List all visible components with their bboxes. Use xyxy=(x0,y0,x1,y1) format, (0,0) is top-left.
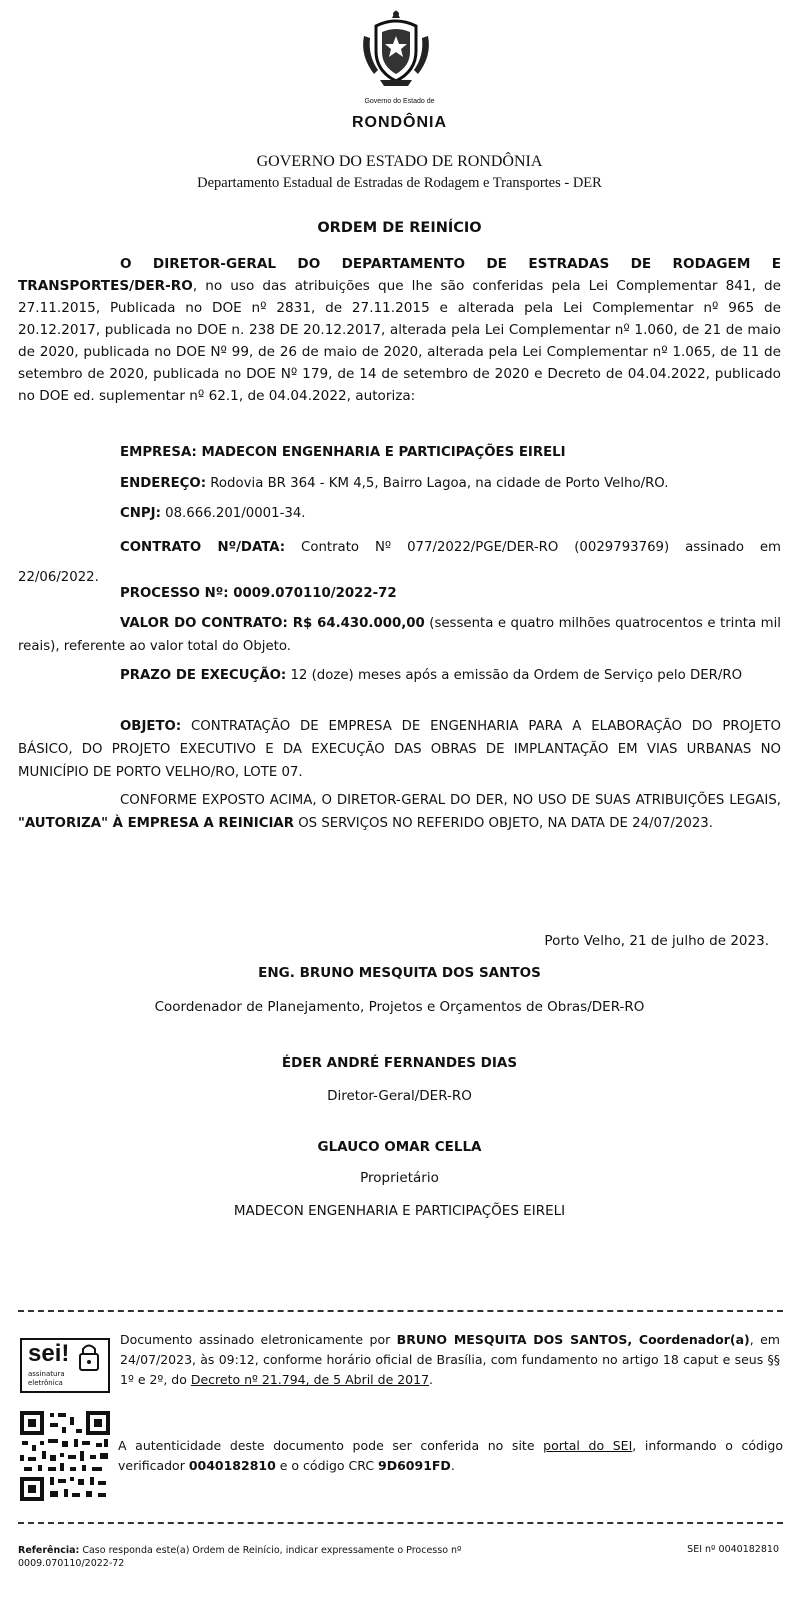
cnpj-label: CNPJ: xyxy=(120,506,161,521)
prazo-label: PRAZO DE EXECUÇÃO: xyxy=(120,668,287,683)
contrato-label: CONTRATO Nº/DATA: xyxy=(120,540,286,555)
place-date: Porto Velho, 21 de julho de 2023. xyxy=(544,933,769,949)
state-crest-icon xyxy=(356,6,436,88)
auth-text-1: A autenticidade deste documento pode ser conferida no site xyxy=(118,1438,544,1453)
signatory-3-role: Proprietário xyxy=(360,1170,439,1186)
department-heading: Departamento Estadual de Estradas de Rodagem e Transportes - DER xyxy=(197,175,602,191)
field-cnpj xyxy=(18,502,781,525)
sei-logo-sub1: assinatura xyxy=(28,1370,65,1378)
footer-ref-text: Caso responda este(a) Ordem de Reinício, indicar expressamente o Processo nº 0009.070110/2022-72 xyxy=(18,1545,462,1569)
intro-lead: O DIRETOR-GERAL DO DEPARTAMENTO DE ESTRADAS DE RODAGEM E TRANSPORTES/DER-RO xyxy=(18,256,781,294)
crest-caption: Governo do Estado de xyxy=(364,98,435,105)
footer-reference xyxy=(18,1544,538,1570)
objeto-label: OBJETO: xyxy=(120,719,182,734)
field-prazo xyxy=(18,663,781,689)
endereco-value: Rodovia BR 364 - KM 4,5, Bairro Lagoa, na cidade de Porto Velho/RO. xyxy=(206,476,669,491)
footer-ref-label: Referência: xyxy=(18,1545,80,1556)
conclusion-text-2: OS SERVIÇOS NO REFERIDO OBJETO, NA DATA DE 24/07/2023. xyxy=(293,816,713,831)
signatory-2-name: ÉDER ANDRÉ FERNANDES DIAS xyxy=(281,1055,518,1071)
prazo-value: 12 (doze) meses após a emissão da Ordem de Serviço pelo DER/RO xyxy=(286,668,743,683)
conclusion-text-1: CONFORME EXPOSTO ACIMA, O DIRETOR-GERAL DO DER, NO USO DE SUAS ATRIBUIÇÕES LEGAIS, xyxy=(120,793,781,808)
valor-label: VALOR DO CONTRATO: R$ 64.430.000,00 xyxy=(120,616,425,631)
sei-logo-text: sei! xyxy=(28,1340,70,1367)
decree-link[interactable]: Decreto nº 21.794, de 5 Abril de 2017 xyxy=(190,1372,430,1387)
authenticity-text xyxy=(118,1436,783,1476)
section-divider xyxy=(18,1310,783,1312)
document-title: ORDEM DE REINÍCIO xyxy=(317,220,482,236)
field-empresa xyxy=(18,441,781,464)
electronic-signature-text xyxy=(120,1330,780,1390)
signatory-1-role: Coordenador de Planejamento, Projetos e Orçamentos de Obras/DER-RO xyxy=(154,999,645,1015)
signatory-1-name: ENG. BRUNO MESQUITA DOS SANTOS xyxy=(258,965,541,981)
signatory-3-name: GLAUCO OMAR CELLA xyxy=(317,1139,482,1155)
sei-logo-sub2: eletrônica xyxy=(28,1379,63,1387)
auth-text-3: e o código CRC xyxy=(275,1458,379,1473)
signatory-3-company: MADECON ENGENHARIA E PARTICIPAÇÕES EIRELI xyxy=(233,1203,566,1219)
intro-text: , no uso das atribuições que lhe são conferidas pela Lei Complementar 841, de 27.11.2015, Publicada no DOE nº 2831, de 27.11.2015 e alterada pela Lei Complementar nº 965 de 20.12.2017, publicada no DOE n. 238 DE 20.12.2017, alterada pela Lei Complementar nº 1.060, de 21 de maio de 2020, publicada no DOE Nº 99, de 26 de maio de 2020, alterada pela Lei Complementar nº 1.065, de 11 de setembro de 2020, publicada no DOE Nº 179, de 14 de setembro de 2020 e Decreto de 04.04.2022, publicado no DOE ed. suplementar nº 62.1, de 04.04.2022, autoriza: xyxy=(18,278,781,404)
esig-text-3: . xyxy=(429,1372,434,1387)
cnpj-value: 08.666.201/0001-34. xyxy=(160,506,306,521)
intro-paragraph xyxy=(18,253,781,407)
esig-text-1: Documento assinado eletronicamente por xyxy=(120,1332,397,1347)
esig-signer: BRUNO MESQUITA DOS SANTOS, Coordenador(a) xyxy=(396,1332,750,1347)
processo-value: PROCESSO Nº: 0009.070110/2022-72 xyxy=(120,586,397,601)
sei-portal-link[interactable]: portal do SEI xyxy=(543,1438,633,1453)
verifier-code: 0040182810 xyxy=(188,1458,276,1473)
crc-code: 9D6091FD xyxy=(378,1458,451,1473)
auth-text-2: , informando o código verificador xyxy=(118,1438,783,1473)
endereco-label: ENDEREÇO: xyxy=(120,476,207,491)
valor-value: (sessenta e quatro milhões quatrocentos e trinta mil reais), referente ao valor total do Objeto. xyxy=(18,616,781,654)
contrato-value: Contrato Nº 077/2022/PGE/DER-RO (0029793769) assinado em 22/06/2022. xyxy=(18,540,782,585)
field-processo xyxy=(18,582,781,605)
field-endereco xyxy=(18,472,781,495)
field-valor xyxy=(18,612,781,658)
esig-text-2: , em 24/07/2023, às 09:12, conforme horário oficial de Brasília, com fundamento no artigo 18 caput e seus §§ 1º e 2º, do xyxy=(120,1332,780,1387)
qr-code-icon xyxy=(20,1411,110,1501)
government-heading: GOVERNO DO ESTADO DE RONDÔNIA xyxy=(256,153,543,170)
auth-text-4: . xyxy=(450,1458,455,1473)
signatory-2-role: Diretor-Geral/DER-RO xyxy=(327,1088,472,1104)
field-objeto xyxy=(18,715,781,784)
empresa-value: EMPRESA: MADECON ENGENHARIA E PARTICIPAÇÕES EIRELI xyxy=(120,445,566,460)
conclusion-authorization: "AUTORIZA" À EMPRESA A REINICIAR xyxy=(18,816,294,831)
footer-sei-number: SEI nº 0040182810 xyxy=(687,1544,779,1555)
sei-logo xyxy=(20,1338,110,1393)
objeto-value: CONTRATAÇÃO DE EMPRESA DE ENGENHARIA PARA A ELABORAÇÃO DO PROJETO BÁSICO, DO PROJETO EXECUTIVO E DA EXECUÇÃO DAS OBRAS DE IMPLANTAÇÃO EM VIAS URBANAS NO MUNICÍPIO DE PORTO VELHO/RO, LOTE 07. xyxy=(18,719,781,780)
conclusion-paragraph xyxy=(18,789,781,835)
footer-divider xyxy=(18,1522,783,1524)
crest-state-name: RONDÔNIA xyxy=(351,114,448,131)
